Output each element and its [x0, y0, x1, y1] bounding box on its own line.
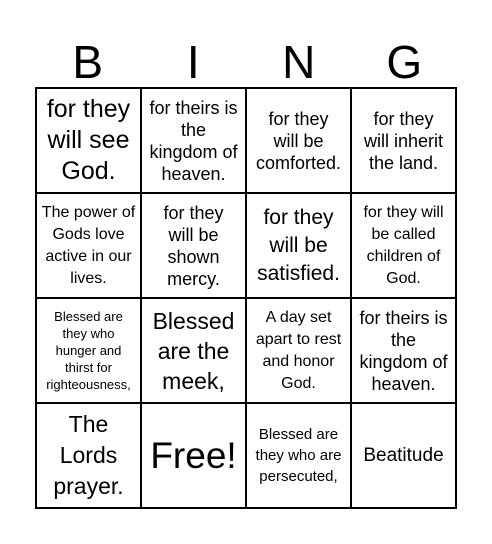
- bingo-cell-r2c1[interactable]: [36, 193, 141, 298]
- cell-text: for they will inherit the land.: [363, 108, 444, 173]
- cell-text: Blessed are they who hunger and thirst for righteousness,: [46, 309, 131, 392]
- cell-text: for they will be called children of God.: [363, 203, 444, 287]
- bingo-card-grid: [35, 87, 457, 509]
- cell-text: for they will be satisfied.: [257, 205, 340, 285]
- cell-text: Blessed are the meek,: [152, 307, 235, 394]
- bingo-cell-r2c4[interactable]: [351, 193, 456, 298]
- bingo-cell-free[interactable]: [141, 403, 246, 508]
- cell-text: A day set apart to rest and honor God.: [255, 308, 342, 392]
- bingo-header: [35, 38, 457, 86]
- cell-text: for they will see God.: [46, 95, 131, 185]
- header-letter-i: I: [186, 36, 200, 88]
- bingo-cell-r3c1[interactable]: [36, 298, 141, 403]
- bingo-cell-r3c4[interactable]: [351, 298, 456, 403]
- bingo-cell-r3c2[interactable]: [141, 298, 246, 403]
- bingo-cell-r4c3[interactable]: [246, 403, 351, 508]
- bingo-cell-r2c2[interactable]: [141, 193, 246, 298]
- cell-text: for they will be comforted.: [255, 108, 342, 173]
- free-space-label: Free!: [150, 434, 237, 476]
- cell-text: The Lords prayer.: [53, 411, 124, 499]
- cell-text: for theirs is the kingdom of heaven.: [359, 307, 448, 394]
- bingo-cell-r4c4[interactable]: [351, 403, 456, 508]
- bingo-cell-r2c3[interactable]: [246, 193, 351, 298]
- bingo-cell-r4c1[interactable]: [36, 403, 141, 508]
- header-letter-n: N: [282, 36, 316, 88]
- cell-text: for theirs is the kingdom of heaven.: [149, 97, 238, 184]
- header-letter-b: B: [72, 36, 104, 88]
- cell-text: Beatitude: [363, 444, 444, 466]
- header-letter-g: G: [386, 36, 423, 88]
- bingo-cell-r1c4[interactable]: [351, 88, 456, 193]
- bingo-cell-r1c2[interactable]: [141, 88, 246, 193]
- bingo-cell-r3c3[interactable]: [246, 298, 351, 403]
- bingo-cell-r1c3[interactable]: [246, 88, 351, 193]
- cell-text: Blessed are they who are persecuted,: [255, 426, 342, 485]
- bingo-cell-r1c1[interactable]: [36, 88, 141, 193]
- cell-text: for they will be shown mercy.: [163, 202, 224, 289]
- cell-text: The power of Gods love active in our lives.: [41, 203, 136, 287]
